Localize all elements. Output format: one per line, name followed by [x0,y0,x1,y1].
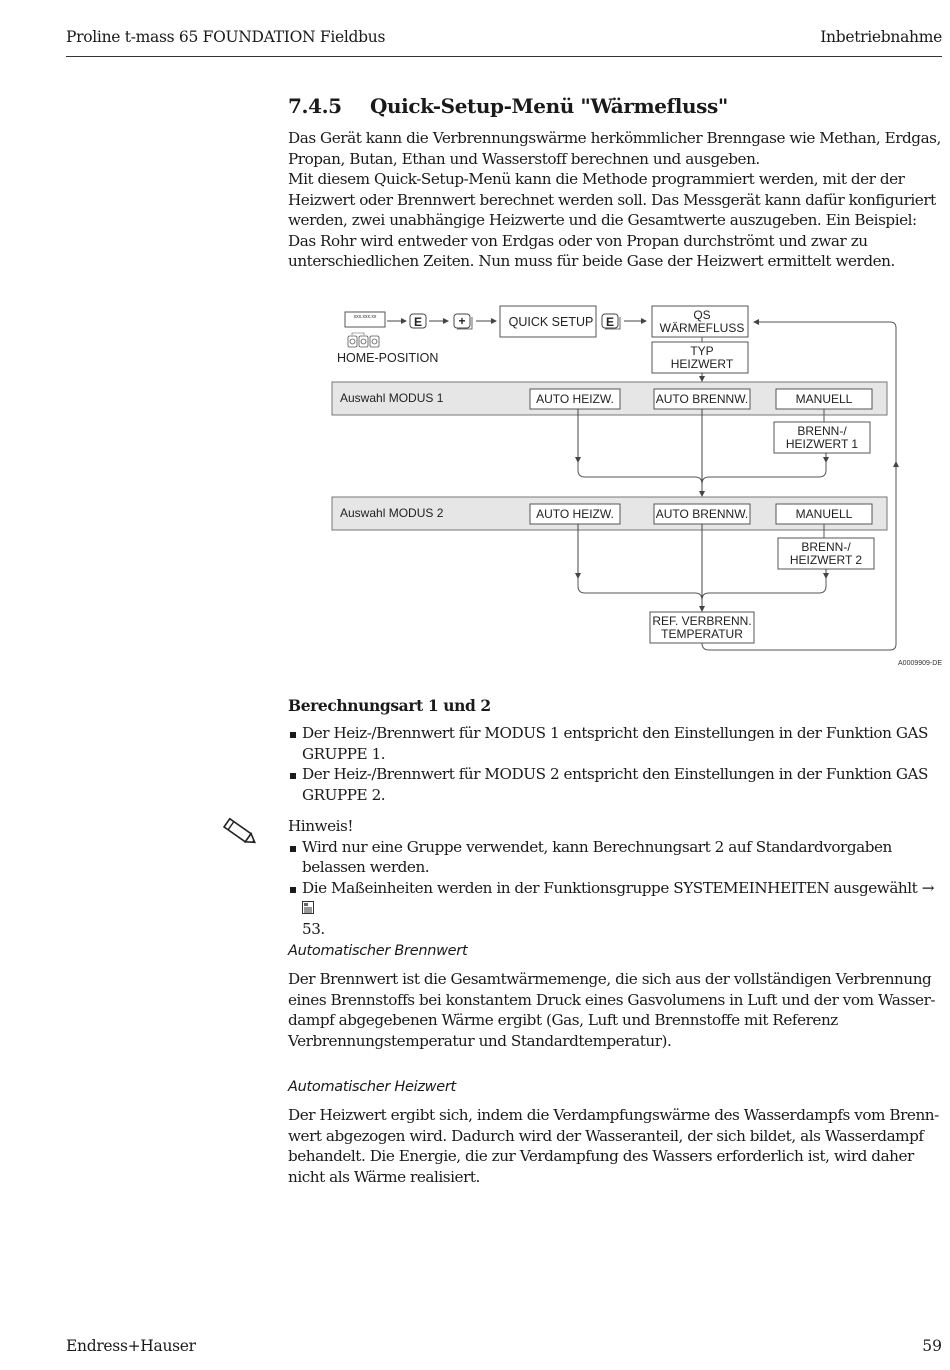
svg-text:REF. VERBRENN.: REF. VERBRENN. [652,614,752,628]
svg-text:HEIZWERT: HEIZWERT [670,357,734,371]
page-reference-icon[interactable] [302,899,314,912]
section-title [288,94,728,118]
arrow-right-icon: → [921,878,934,897]
note-heading: Hinweis! [288,817,354,835]
svg-text:MANUELL: MANUELL [795,392,853,406]
svg-text:BRENN-/: BRENN-/ [797,424,847,438]
svg-text:AUTO HEIZW.: AUTO HEIZW. [536,507,614,521]
intro-line-2: Mit diesem Quick-Setup-Menü kann die Methode programmiert werden, mit der der Heizwert oder Brennwert berechnet werden soll. Das Messgerät kann dafür konfiguriert werden, zwei unabhängige Heizwerte und die Gesamtwerte auszugeben. Ein Beispiel: Das Rohr wird entweder von Erdgas oder von Propan durchströmt und zwar zu unterschiedlichen Zeiten. Nun muss für beide Gase der Heizwert ermittelt werden. [288,170,936,270]
list-item [288,878,943,940]
note-item-2-text: Die Maßeinheiten werden in der Funktionsgruppe SYSTEMEINHEITEN ausgewählt [302,878,918,897]
quick-setup-flow-diagram [330,300,945,670]
svg-text:TEMPERATUR: TEMPERATUR [661,627,743,641]
auto-heizwert-heading: Automatischer Heizwert [288,1079,456,1095]
auto-brennwert-heading: Automatischer Brennwert [288,943,468,959]
section-heading: Quick-Setup-Menü "Wärmefluss" [370,94,728,118]
list-item: Der Heiz-/Brennwert für MODUS 2 entspricht den Einstellungen in der Funktion GAS GRUPPE 2. [288,764,943,805]
auto-heizwert-text: Der Heizwert ergibt sich, indem die Verdampfungswärme des Wasserdampfs vom Brennwert abgezogen wird. Dadurch wird der Wasseranteil, der sich bildet, als Wasserdampf behandelt. Die Energie, die zur Verdampfung des Wassers erforderlich ist, wird daher nicht als Wärme realisiert. [288,1106,940,1186]
berechnungsart-list [288,723,943,805]
berechnungsart-section [288,696,943,805]
auto-heizwert-section [288,1079,943,1187]
quick-setup-box [500,306,596,337]
note-list [288,837,943,940]
header-rule [66,56,942,57]
modus-1-band [332,382,887,415]
section-number: 7.4.5 [288,94,342,118]
brenn-heizwert-1-box [774,422,870,453]
home-position-label: HOME-POSITION [337,351,439,365]
berechnungsart-heading: Berechnungsart 1 und 2 [288,696,491,715]
svg-text:QUICK SETUP: QUICK SETUP [508,315,594,329]
display-icon [345,312,385,327]
svg-text:AUTO HEIZW.: AUTO HEIZW. [536,392,614,406]
svg-text:TYP: TYP [690,344,714,358]
svg-text:MANUELL: MANUELL [795,507,853,521]
plus-key-icon [454,314,472,329]
keypad-icon [348,333,379,347]
ref-verbrenn-temperatur-box [650,612,754,643]
svg-text:HEIZWERT 1: HEIZWERT 1 [785,437,859,451]
svg-text:E: E [413,315,423,329]
footer-brand: Endress+Hauser [66,1337,196,1355]
svg-text:HEIZWERT 2: HEIZWERT 2 [789,553,863,567]
enter-key-icon [410,314,426,329]
svg-text:E: E [605,315,615,329]
page-reference-number[interactable]: 53. [302,919,325,938]
svg-text:AUTO BRENNW.: AUTO BRENNW. [655,392,749,406]
note-section [288,816,943,939]
figure-id: A0009909-DE [898,660,942,667]
modus-2-band [332,497,887,530]
page-number: 59 [922,1337,942,1355]
intro-paragraph [288,128,943,272]
svg-text:xxx.xxx.xx: xxx.xxx.xx [353,314,377,320]
header-doc-title: Proline t-mass 65 FOUNDATION Fieldbus [66,28,386,46]
svg-text:BRENN-/: BRENN-/ [801,540,851,554]
pencil-note-icon [220,816,260,848]
svg-text:AUTO BRENNW.: AUTO BRENNW. [655,507,749,521]
list-item: Der Heiz-/Brennwert für MODUS 1 entspricht den Einstellungen in der Funktion GAS GRUPPE 1. [288,723,943,764]
auto-brennwert-section [288,943,943,1051]
enter-key-icon-2 [602,314,620,329]
svg-text:+: + [458,314,466,328]
intro-line-1: Das Gerät kann die Verbrennungswärme herkömmlicher Brenngase wie Methan, Erdgas, Propan, Butan, Ethan und Wasserstoff berechnen und ausgeben. [288,129,941,168]
auto-brennwert-text: Der Brennwert ist die Gesamtwärmemenge, die sich aus der vollständigen Verbrennung eines Brennstoffs bei konstantem Druck eines Gasvolumens in Luft und der vom Wasserdampf abgegebenen Wärme ergibt (Gas, Luft und Brennstoffe mit Referenz Verbrennungstemperatur und Standardtemperatur). [288,970,936,1050]
header-chapter: Inbetriebnahme [820,28,942,46]
svg-text:WÄRMEFLUSS: WÄRMEFLUSS [659,321,745,335]
svg-text:QS: QS [693,308,711,322]
qs-waermefluss-box [652,306,748,337]
list-item: Wird nur eine Gruppe verwendet, kann Berechnungsart 2 auf Standardvorgaben belassen werden. [288,837,943,878]
svg-text:Auswahl MODUS 2: Auswahl MODUS 2 [340,506,444,520]
svg-text:Auswahl MODUS 1: Auswahl MODUS 1 [340,391,444,405]
brenn-heizwert-2-box [778,538,874,569]
typ-heizwert-box [652,342,748,373]
